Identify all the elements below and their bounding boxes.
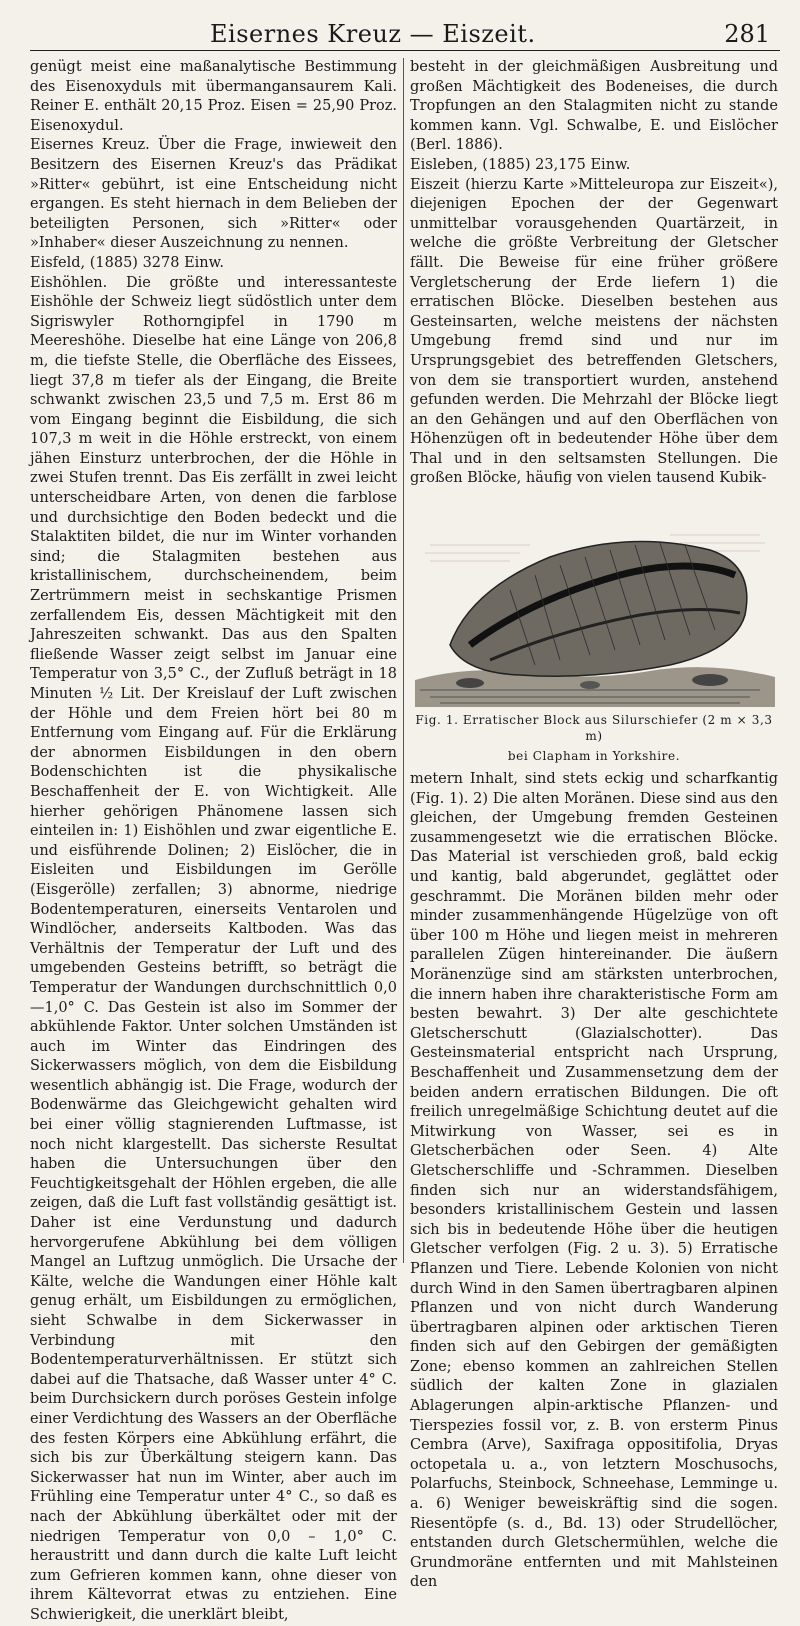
figure-caption-line-1: Fig. 1. Erratischer Block aus Silurschiefer (2 m × 3,3 m): [415, 713, 773, 744]
entry-eisfeld: Eisfeld, (1885) 3278 Einw.: [30, 254, 224, 271]
figure-erratic-block: [410, 495, 778, 764]
entry-eishoehlen: Eishöhlen. Die größte und interessanteste Eishöhle der Schweiz liegt südöstlich unter dem Sigriswyler Rothorngipfel in 1790 m Meereshöhe. Dieselbe hat eine Länge von 206,8 m, die tiefste Stelle, die Oberfläche des Eissees, liegt 37,8 m tiefer als der Eingang, die Breite schwankt zwischen 23,5 und 7,5 m. Erst 86 m vom Eingang beginnt die Eisbildung, die sich 107,3 m weit in die Höhle erstreckt, von einem jähen Einsturz unterbrochen, der die Höhle in zwei Stufen trennt. Das Eis zerfällt in zwei leicht unterscheidbare Arten, von denen die farblose und durchsichtige den Boden bedeckt und die Stalaktiten bildet, die nur im Winter vorhanden sind; die Stalagmiten bestehen aus kristallinischem, durchscheinendem, beim Zertrümmern meist in sechskantige Prismen zerfallendem Eis, dessen Mächtigkeit mit den Jahreszeiten schwankt. Das aus den Spalten fließende Wasser zeigt selbst im Januar eine Temperatur von 3,5° C., der Zufluß beträgt in 18 Minuten ½ Lit. Der Kreislauf der Luft zwischen der Höhle und dem Freien hört bei 80 m Entfernung vom Eingang auf. Für die Erklärung der abnormen Eisbildungen in den obern Bodenschichten ist die physikalische Beschaffenheit der E. von Wichtigkeit. Alle hierher gehörigen Phänomene lassen sich einteilen in: 1) Eishöhlen und zwar eigentliche E. und eisführende Dolinen; 2) Eislöcher, die in Eisleiten und Eisbildungen im Gerölle (Eisgerölle) zerfallen; 3) abnorme, niedrige Bodentemperaturen, einerseits Ventarolen und Windlöcher, anderseits Kaltboden. Was das Verhältnis der Temperatur der Luft und des umgebenden Gesteins betrifft, so beträgt die Temperatur der Wandungen durchschnittlich 0,0—1,0° C. Das Gestein ist also im Sommer der abkühlende Faktor. Unter solchen Umständen ist auch im Winter das Eindringen des Sickerwassers möglich, von dem die Eisbildung wesentlich abhängig ist. Die Frage, wodurch der Bodenwärme das Gleichgewicht gehalten wird bei einer völlig stagnierenden Luftmasse, ist noch nicht klargestellt. Das sicherste Resultat haben die Untersuchungen über den Feuchtigkeitsgehalt der Höhlen ergeben, die alle zeigen, daß die Luft fast vollständig gesättigt ist. Daher ist eine Verdunstung und dadurch hervorgerufene Abkühlung bei dem völligen Mangel an Luftzug unmöglich. Die Ursache der Kälte, welche die Wandungen einer Höhle kalt genug erhält, um Eisbildungen zu ermöglichen, sieht Schwalbe in dem Sickerwasser in Verbindung mit den Bodentemperaturverhältnissen. Er stützt sich dabei auf die Thatsache, daß Wasser unter 4° C. beim Durchsickern durch poröses Gestein infolge einer Verdichtung des Wassers an der Oberfläche des festen Körpers eine Abkühlung erfährt, die sich bis zur Überkältung steigern kann. Das Sickerwasser hat nun im Winter, aber auch im Frühling eine Temperatur unter 4° C., so daß es nach der Abkühlung überkältet oder mit der niedrigen Temperatur von 0,0 – 1,0° C. heraustritt und dann durch die kalte Luft leicht zum Gefrieren kommen kann, ohne dieser von ihrem Kältevorrat etwas zu entziehen. Eine Schwierigkeit, die unerklärt bleibt,: [30, 274, 397, 1623]
running-head: Eisernes Kreuz — Eiszeit.: [210, 20, 536, 48]
left-column: [30, 58, 397, 1626]
column-divider: [403, 58, 404, 1263]
entry-eisleben: Eisleben, (1885) 23,175 Einw.: [410, 156, 631, 173]
paragraph-eisenoxydul: genügt meist eine maßanalytische Bestimmung des Eisenoxyduls mit übermangansaurem Kali. Reiner E. enthält 20,15 Proz. Eisen = 25,90 Proz. Eisenoxydul.: [30, 59, 397, 134]
entry-eisernes-kreuz: Eisernes Kreuz. Über die Frage, inwieweit den Besitzern des Eisernen Kreuz's das Prädikat »Ritter« gebührt, ist eine Entscheidung nicht ergangen. Es steht hiernach in dem Belieben der beteiligten Personen, sich »Ritter« oder »Inhaber« dieser Auszeichnung zu nennen.: [30, 137, 397, 252]
right-column: [410, 58, 778, 1593]
figure-caption-line-2: bei Clapham in Yorkshire.: [507, 749, 681, 764]
entry-eiszeit: Eiszeit (hierzu Karte »Mitteleuropa zur Eiszeit«), diejenigen Epochen der der Gegenwart unmittelbar vorausgehenden Quartärzeit, in welche die größte Verbreitung der Gletscher fällt. Die Beweise für eine früher größere Vergletscherung der Erde liefern 1) die erratischen Blöcke. Dieselben bestehen aus Gesteinsarten, welche meistens der nächsten Umgebung fremd sind und nur im Ursprungsgebiet des betreffenden Gletschers, von dem sie transportiert wurden, anstehend gefunden werden. Die Mehrzahl der Blöcke liegt an den Gehängen und auf den Oberflächen von Höhenzügen oft in bedeutender Höhe über dem Thal und in den seltsamsten Stellungen. Die großen Blöcke, häufig von vielen tausend Kubik-: [410, 176, 778, 487]
paragraph-moraenen: metern Inhalt, sind stets eckig und scharfkantig (Fig. 1). 2) Die alten Moränen. Diese sind aus den gleichen, der Umgebung fremden Gesteinen zusammengesetzt wie die erratischen Blöcke. Das Material ist verschieden groß, bald eckig und kantig, bald abgerundet, geglättet oder geschrammt. Die Moränen bilden mehr oder minder zusammenhängende Hügelzüge von oft über 100 m Höhe und liegen meist in mehreren parallelen Zügen hintereinander. Die äußern Moränenzüge sind am stärksten unterbrochen, die innern haben ihre charakteristische Form am besten bewahrt. 3) Der alte geschichtete Gletscherschutt (Glazialschotter). Das Gesteinsmaterial entspricht nach Ursprung, Beschaffenheit und Zusammensetzung dem der beiden andern erratischen Bildungen. Die oft freilich unregelmäßige Schichtung deutet auf die Mitwirkung von Wasser, sei es in Gletscherbächen oder Seen. 4) Alte Gletscherschliffe und -Schrammen. Dieselben finden sich nur an widerstandsfähigem, besonders kristallinischem Gestein und lassen sich bis in bedeutende Höhe über die heutigen Gletscher verfolgen (Fig. 2 u. 3). 5) Erratische Pflanzen und Tiere. Lebende Kolonien von nicht durch Wind in den Samen übertragbaren alpinen Pflanzen und von nicht durch Wanderung übertragbaren alpinen oder arktischen Tieren finden sich auf den Gebirgen der gemäßigten Zone; ebenso kommen an zahlreichen Stellen südlich der kalten Zone in glazialen Ablagerungen alpin-arktische Pflanzen- und Tierspezies fossil vor, z. B. von ersterm Pinus Cembra (Arve), Saxifraga oppositifolia, Dryas octopetala u. a., von letztern Moschusochs, Polarfuchs, Steinbock, Schneehase, Lemminge u. a. 6) Weniger beweiskräftig sind die sogen. Riesentöpfe (s. d., Bd. 13) oder Strudellöcher, entstanden durch Gletschermühlen, welche die Grundmoräne entfernten und mit Mahlsteinen den: [410, 771, 778, 1591]
paragraph-bodeneis: besteht in der gleichmäßigen Ausbreitung und großen Mächtigkeit des Bodeneises, die durch Tropfungen an den Stalagmiten nicht zu stande kommen kann. Vgl. Schwalbe, E. und Eislöcher (Berl. 1886).: [410, 59, 778, 154]
page-number: 281: [724, 20, 770, 48]
erratic-block-illustration: [410, 495, 778, 710]
page-header: [30, 20, 780, 51]
